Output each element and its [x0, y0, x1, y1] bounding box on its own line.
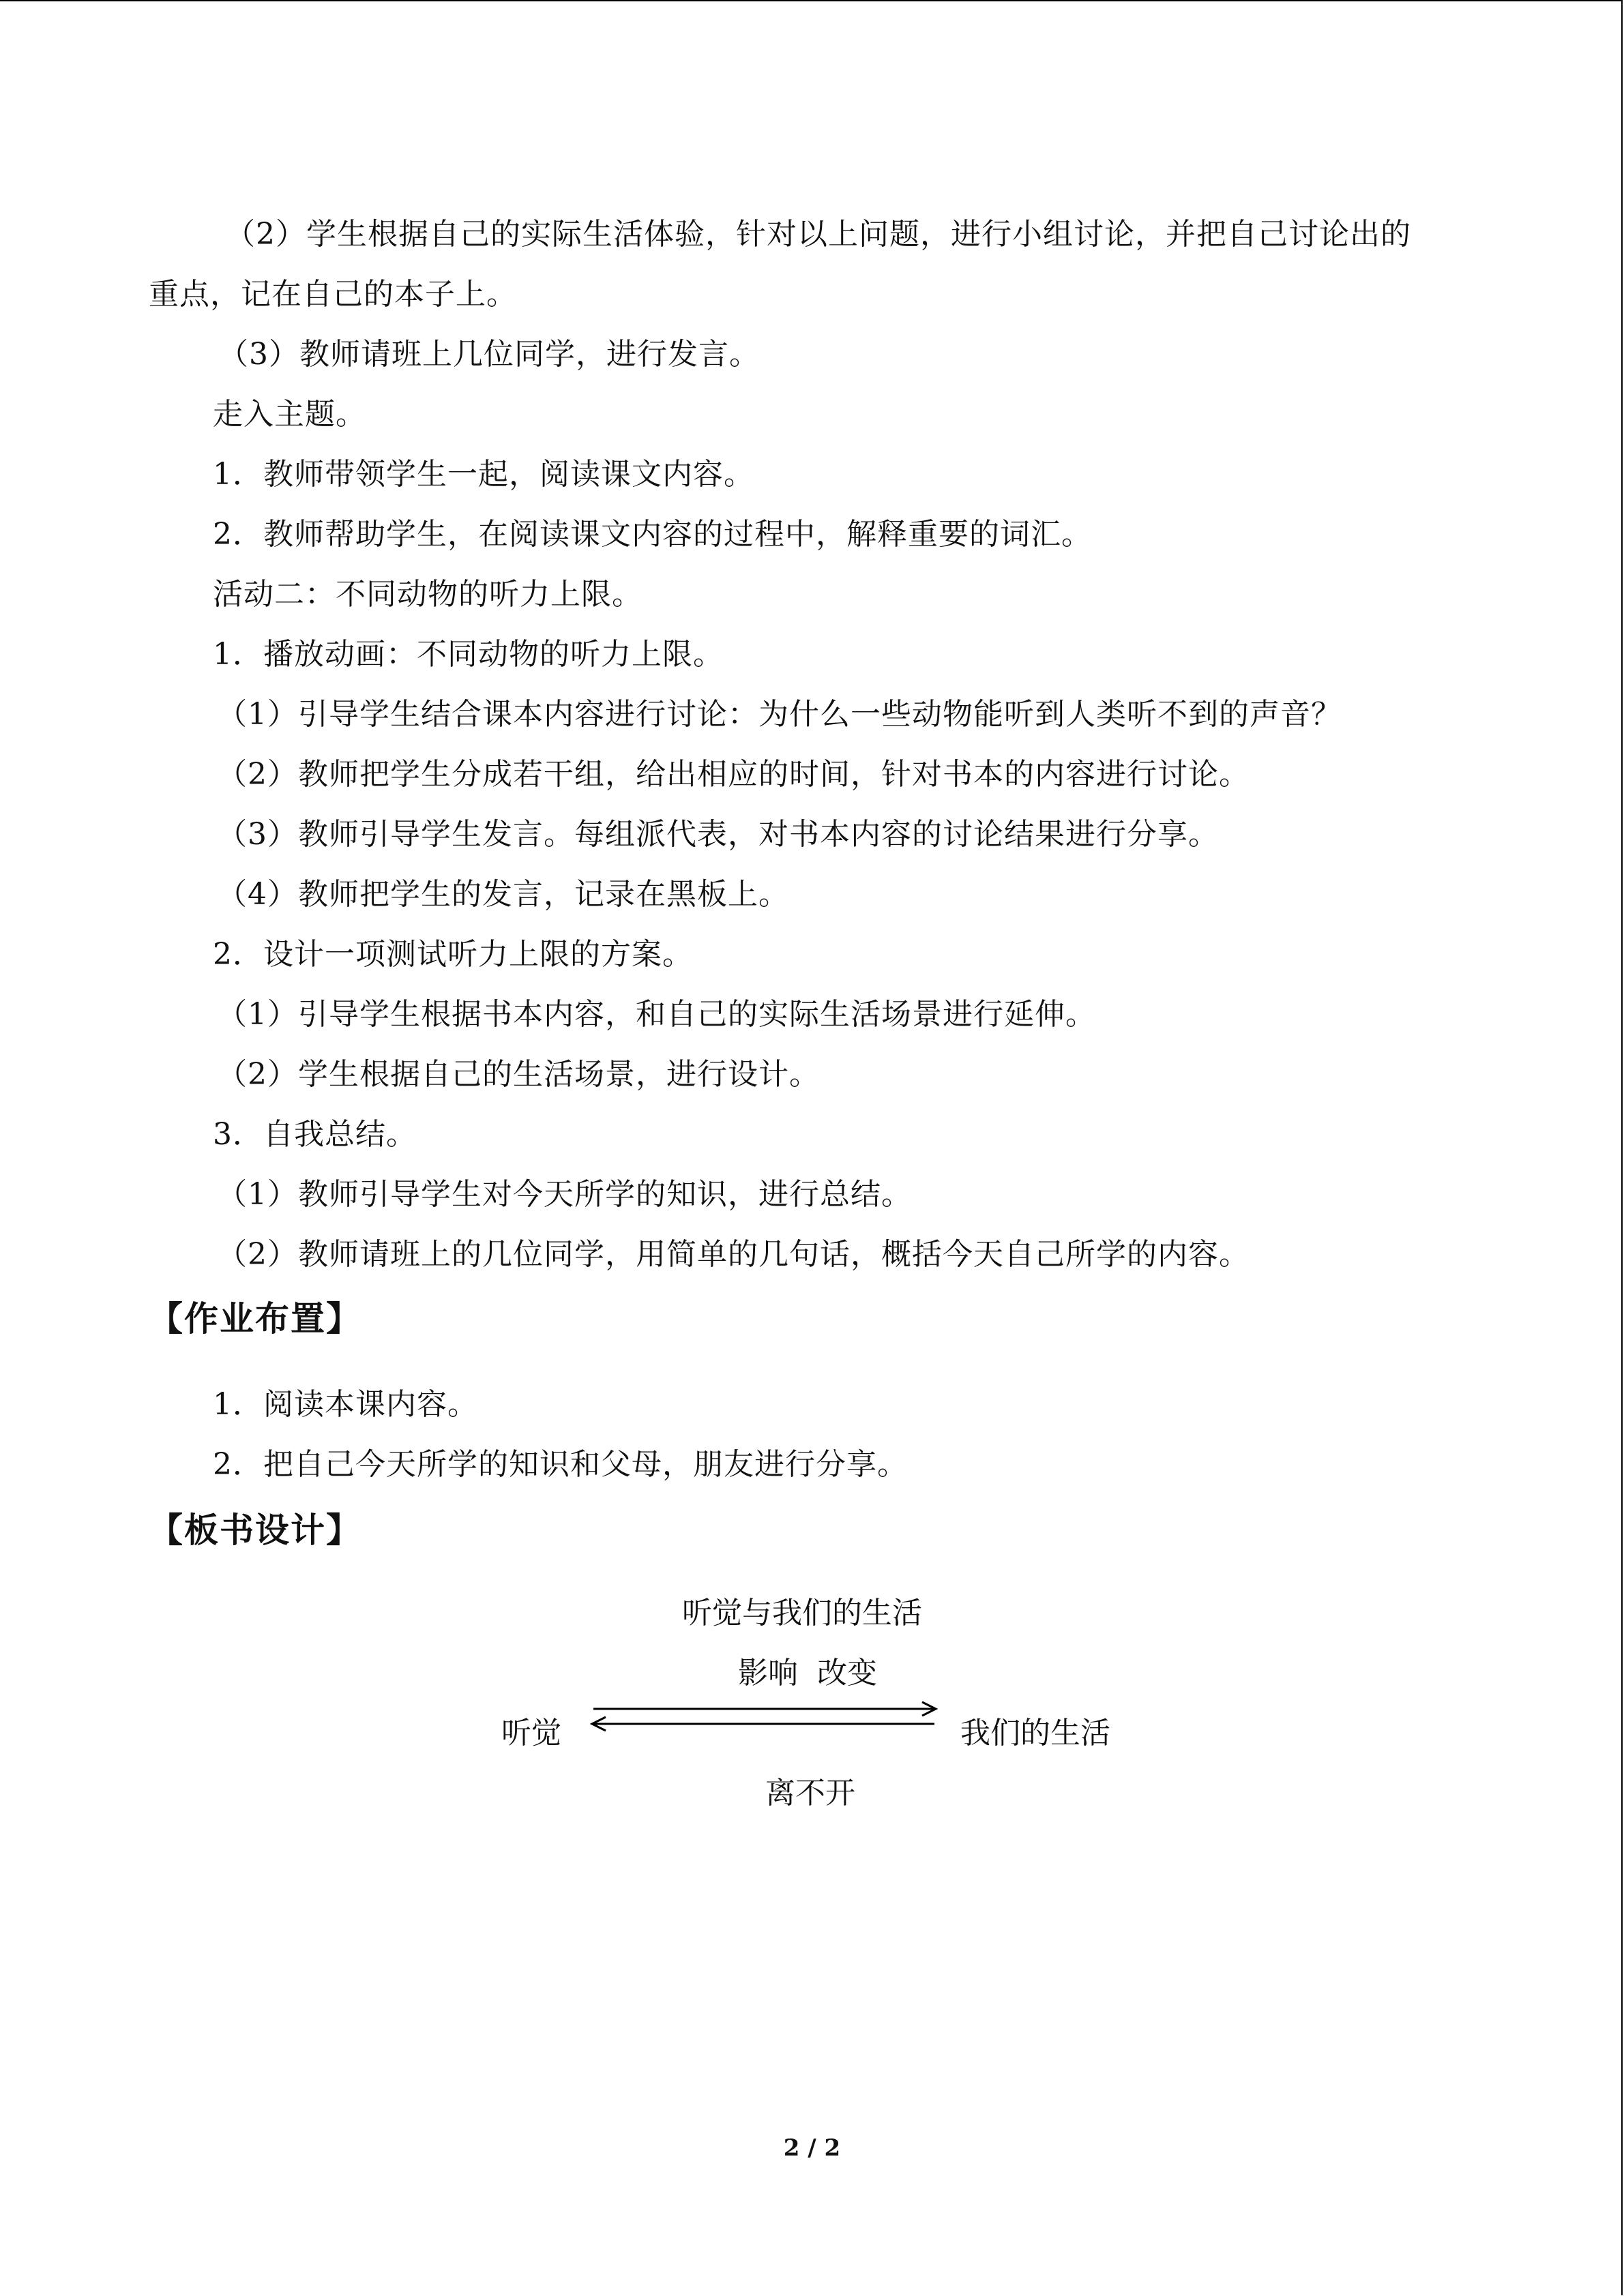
homework-item: 1．阅读本课内容。 [213, 1387, 478, 1422]
board-left-label: 听觉 [501, 1716, 561, 1750]
paragraph: 1．播放动画：不同动物的听力上限。 [213, 637, 724, 672]
paragraph: 1．教师带领学生一起，阅读课文内容。 [213, 457, 754, 492]
page-number: 2 / 2 [783, 2134, 841, 2162]
paragraph: 2．设计一项测试听力上限的方案。 [213, 937, 693, 972]
board-design-heading: 【板书设计】 [149, 1510, 361, 1550]
board-bottom-label: 离不开 [765, 1776, 855, 1810]
board-right-label: 我们的生活 [960, 1716, 1110, 1750]
paragraph: （2）教师请班上的几位同学，用简单的几句话，概括今天自己所学的内容。 [217, 1237, 1250, 1272]
paragraph: 活动二：不同动物的听力上限。 [213, 577, 643, 612]
paragraph: （4）教师把学生的发言，记录在黑板上。 [217, 877, 789, 912]
paragraph: （1）教师引导学生对今天所学的知识，进行总结。 [217, 1177, 912, 1212]
paragraph: （2）教师把学生分成若干组，给出相应的时间，针对书本的内容进行讨论。 [217, 757, 1250, 792]
board-top-label: 影响 改变 [738, 1656, 877, 1690]
paragraph: 2．教师帮助学生，在阅读课文内容的过程中，解释重要的词汇。 [213, 517, 1092, 552]
paragraph: （2）学生根据自己的实际生活体验，针对以上问题，进行小组讨论，并把自己讨论出的 [225, 217, 1411, 252]
paragraph: （3）教师请班上几位同学，进行发言。 [218, 337, 760, 372]
homework-heading: 【作业布置】 [149, 1299, 361, 1339]
paragraph: 走入主题。 [213, 397, 366, 432]
paragraph: 3．自我总结。 [213, 1117, 417, 1152]
board-title: 听觉与我们的生活 [682, 1596, 922, 1630]
paragraph: （1）引导学生根据书本内容，和自己的实际生活场景进行延伸。 [217, 997, 1096, 1032]
paragraph: （1）引导学生结合课本内容进行讨论：为什么一些动物能听到人类听不到的声音？ [217, 697, 1342, 732]
paragraph: 重点，记在自己的本子上。 [149, 277, 517, 312]
paragraph: （2）学生根据自己的生活场景，进行设计。 [217, 1057, 820, 1092]
homework-item: 2．把自己今天所学的知识和父母，朋友进行分享。 [213, 1447, 908, 1482]
double-arrow-icon [587, 1699, 941, 1733]
paragraph: （3）教师引导学生发言。每组派代表，对书本内容的讨论结果进行分享。 [217, 817, 1219, 852]
